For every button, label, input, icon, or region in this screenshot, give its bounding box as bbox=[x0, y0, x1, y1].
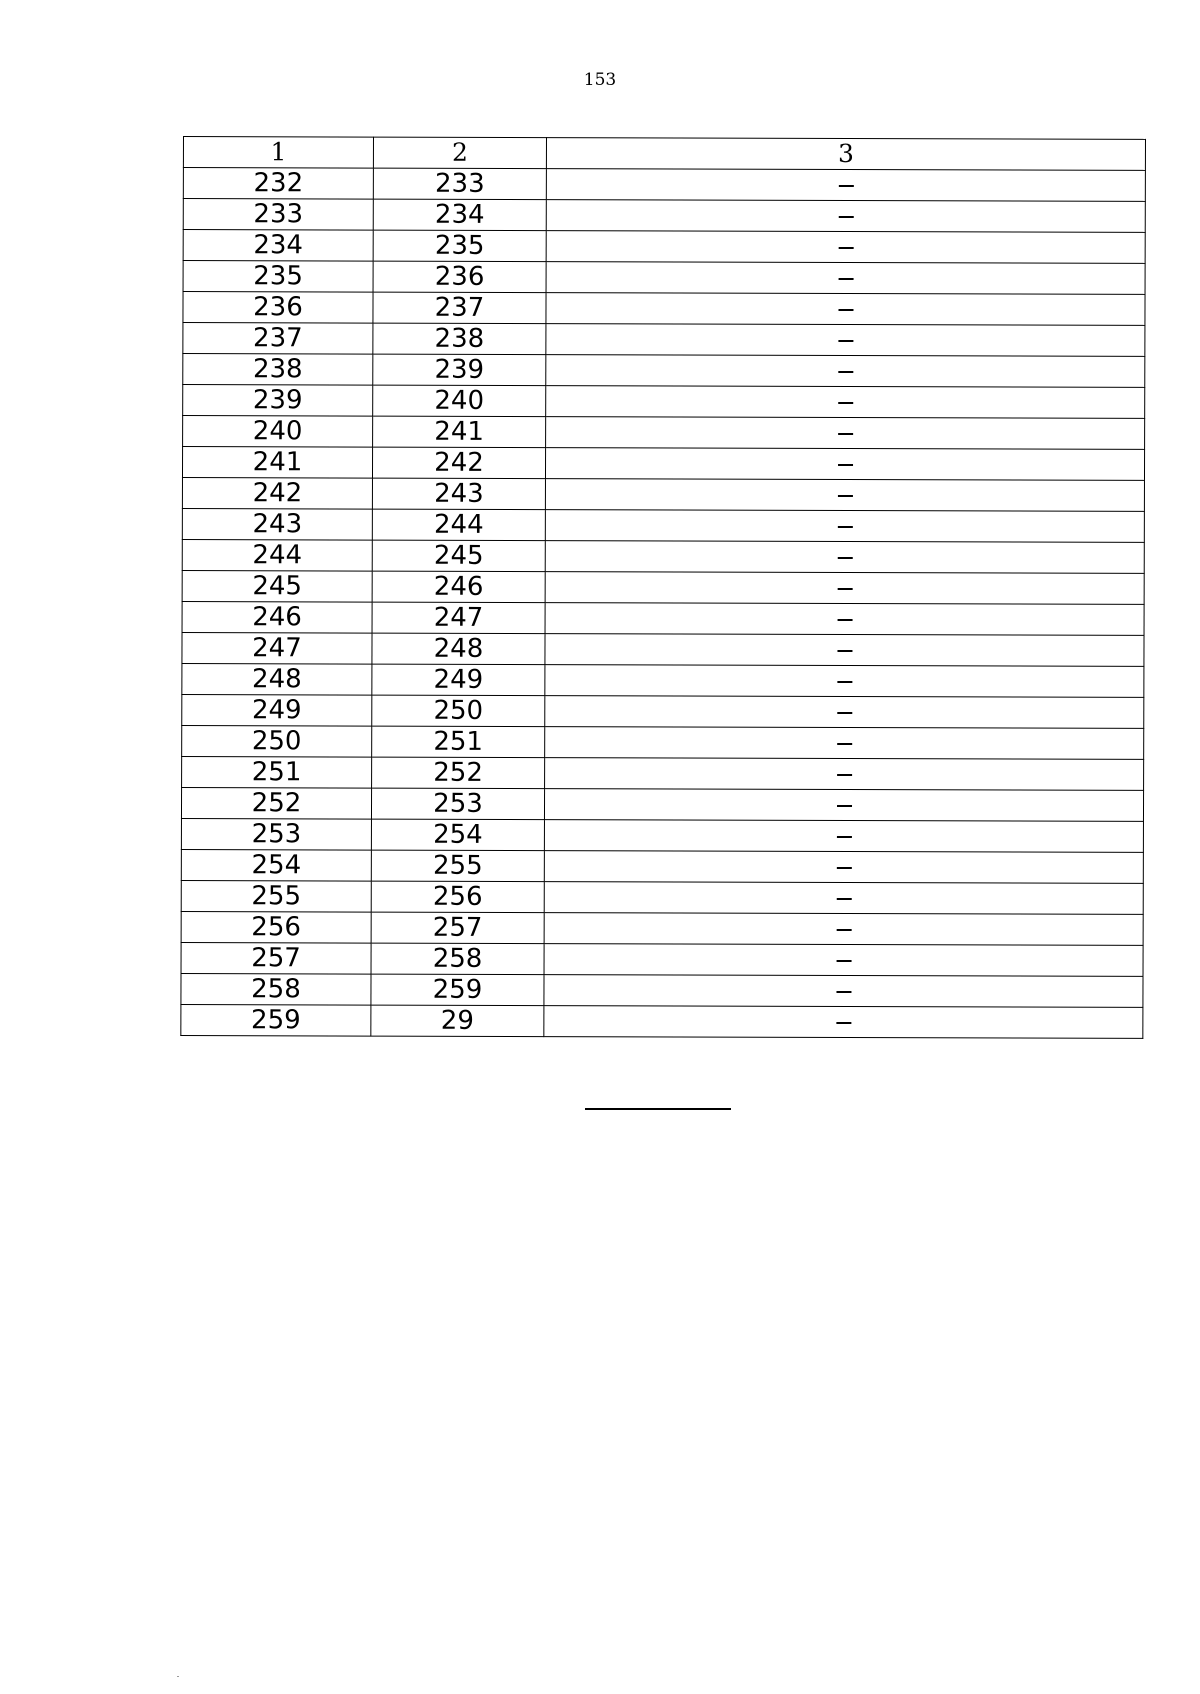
table-cell-col-1: 246 bbox=[182, 601, 372, 633]
table-cell-col-1: 244 bbox=[182, 539, 372, 571]
table-cell-col-1: 235 bbox=[183, 261, 373, 293]
table-cell-col-1: 237 bbox=[183, 323, 373, 355]
table-cell-col-2: 236 bbox=[373, 261, 546, 293]
dash-mark bbox=[837, 556, 852, 558]
table-row bbox=[181, 818, 1143, 852]
table-header-row bbox=[183, 137, 1145, 171]
table-cell-col-1: 256 bbox=[181, 911, 371, 943]
table-row bbox=[183, 199, 1145, 233]
table-cell-col-1: 240 bbox=[183, 416, 373, 448]
table-cell-col-3 bbox=[544, 975, 1143, 1008]
table-cell-col-1: 249 bbox=[182, 694, 372, 726]
table-cell-col-1: 241 bbox=[182, 447, 372, 479]
table-row bbox=[182, 570, 1144, 604]
table-cell-col-2: 247 bbox=[372, 602, 545, 634]
table-row bbox=[182, 632, 1144, 666]
table-row bbox=[183, 385, 1145, 419]
dash-mark bbox=[838, 246, 853, 248]
table-cell-col-3 bbox=[544, 789, 1143, 822]
table-cell-col-1: 255 bbox=[181, 880, 371, 912]
table-cell-col-3 bbox=[546, 324, 1145, 357]
table-cell-col-3 bbox=[545, 603, 1144, 636]
end-rule bbox=[585, 1108, 731, 1110]
table-cell-col-1: 243 bbox=[182, 508, 372, 540]
header-cell-2: 2 bbox=[373, 137, 546, 169]
table-cell-col-2: 248 bbox=[372, 633, 545, 665]
table-cell-col-1: 250 bbox=[182, 725, 372, 757]
table-cell-col-1: 232 bbox=[183, 168, 373, 200]
header-cell-3: 3 bbox=[546, 138, 1145, 171]
table-cell-col-2: 244 bbox=[372, 509, 545, 541]
table-cell-col-2: 235 bbox=[373, 230, 546, 262]
dash-mark bbox=[836, 928, 851, 930]
table-cell-col-2: 254 bbox=[371, 819, 544, 851]
table-row bbox=[181, 911, 1143, 945]
table-cell-col-1: 253 bbox=[181, 818, 371, 850]
table-cell-col-2: 252 bbox=[372, 757, 545, 789]
dash-mark bbox=[838, 184, 853, 186]
table-cell-col-2: 243 bbox=[372, 478, 545, 510]
table-cell-col-2: 239 bbox=[373, 354, 546, 386]
table-cell-col-3 bbox=[545, 758, 1144, 791]
dash-mark bbox=[837, 525, 852, 527]
table-row bbox=[183, 261, 1145, 295]
dash-mark bbox=[836, 835, 851, 837]
table-cell-col-3 bbox=[544, 851, 1143, 884]
dash-mark bbox=[836, 990, 851, 992]
dash-mark bbox=[836, 1021, 851, 1023]
table-cell-col-1: 251 bbox=[182, 756, 372, 788]
table-row bbox=[182, 477, 1144, 511]
table-row bbox=[182, 508, 1144, 542]
table-cell-col-2: 249 bbox=[372, 664, 545, 696]
table-cell-col-3 bbox=[546, 231, 1145, 264]
table-row bbox=[182, 694, 1144, 728]
table-cell-col-3 bbox=[544, 1006, 1143, 1039]
dash-mark bbox=[837, 804, 852, 806]
table-row bbox=[181, 942, 1143, 976]
dash-mark bbox=[837, 618, 852, 620]
table-cell-col-2: 250 bbox=[372, 695, 545, 727]
table-cell-col-3 bbox=[544, 820, 1143, 853]
table-cell-col-2: 242 bbox=[372, 447, 545, 479]
table-cell-col-2: 234 bbox=[373, 199, 546, 231]
dash-mark bbox=[838, 432, 853, 434]
dash-mark bbox=[837, 711, 852, 713]
dash-mark bbox=[838, 339, 853, 341]
page-number: 153 bbox=[583, 70, 617, 90]
table-row bbox=[182, 447, 1144, 481]
dash-mark bbox=[837, 742, 852, 744]
dash-mark bbox=[838, 370, 853, 372]
table-cell-col-2: 233 bbox=[373, 168, 546, 200]
table-row bbox=[181, 787, 1143, 821]
table-cell-col-3 bbox=[545, 510, 1144, 543]
table-cell-col-2: 246 bbox=[372, 571, 545, 603]
table-cell-col-1: 242 bbox=[182, 477, 372, 509]
table-cell-col-2: 245 bbox=[372, 540, 545, 572]
table-cell-col-2: 237 bbox=[373, 292, 546, 324]
table-row bbox=[182, 725, 1144, 759]
dash-mark bbox=[837, 649, 852, 651]
table-cell-col-1: 236 bbox=[183, 292, 373, 324]
data-table bbox=[180, 136, 1146, 1039]
table-cell-col-1: 233 bbox=[183, 199, 373, 231]
table-row bbox=[182, 663, 1144, 697]
table-cell-col-1: 257 bbox=[181, 942, 371, 974]
table-row bbox=[182, 539, 1144, 573]
table-cell-col-3 bbox=[544, 913, 1143, 946]
table-row bbox=[183, 354, 1145, 388]
table-cell-col-3 bbox=[546, 262, 1145, 295]
table-cell-col-2: 259 bbox=[371, 974, 544, 1006]
table-cell-col-3 bbox=[544, 882, 1143, 915]
table-cell-col-3 bbox=[544, 944, 1143, 977]
table-row bbox=[183, 416, 1145, 450]
table-row bbox=[183, 168, 1145, 202]
table-cell-col-3 bbox=[545, 634, 1144, 667]
table-row bbox=[181, 880, 1143, 914]
table-cell-col-2: 258 bbox=[371, 943, 544, 975]
table-cell-col-3 bbox=[546, 169, 1145, 202]
dash-mark bbox=[836, 959, 851, 961]
table-row bbox=[181, 1004, 1143, 1038]
table-cell-col-2: 253 bbox=[371, 788, 544, 820]
table-row bbox=[183, 323, 1145, 357]
table-cell-col-1: 259 bbox=[181, 1004, 371, 1036]
table-cell-col-1: 247 bbox=[182, 632, 372, 664]
dash-mark bbox=[838, 277, 853, 279]
dash-mark bbox=[836, 866, 851, 868]
table-cell-col-3 bbox=[545, 448, 1144, 481]
dash-mark bbox=[837, 494, 852, 496]
table-cell-col-3 bbox=[546, 386, 1145, 419]
table-cell-col-3 bbox=[545, 479, 1144, 512]
table-cell-col-1: 245 bbox=[182, 570, 372, 602]
table-cell-col-3 bbox=[546, 293, 1145, 326]
table-cell-col-3 bbox=[545, 727, 1144, 760]
table-row bbox=[183, 292, 1145, 326]
table-cell-col-3 bbox=[545, 541, 1144, 574]
table-cell-col-1: 234 bbox=[183, 230, 373, 262]
dash-mark bbox=[838, 215, 853, 217]
table-cell-col-3 bbox=[546, 355, 1145, 388]
table-cell-col-1: 238 bbox=[183, 354, 373, 386]
dash-mark bbox=[838, 463, 853, 465]
table-cell-col-2: 255 bbox=[371, 850, 544, 882]
table-cell-col-2: 256 bbox=[371, 881, 544, 913]
table-cell-col-3 bbox=[545, 696, 1144, 729]
table-row bbox=[182, 601, 1144, 635]
table-cell-col-2: 241 bbox=[373, 416, 546, 448]
scan-speck bbox=[177, 1676, 179, 1677]
table-cell-col-1: 239 bbox=[183, 385, 373, 417]
table-cell-col-3 bbox=[545, 572, 1144, 605]
dash-mark bbox=[837, 680, 852, 682]
table-cell-col-3 bbox=[545, 665, 1144, 698]
table-cell-col-2: 257 bbox=[371, 912, 544, 944]
table-cell-col-2: 251 bbox=[372, 726, 545, 758]
dash-mark bbox=[838, 401, 853, 403]
header-cell-1: 1 bbox=[183, 137, 373, 169]
dash-mark bbox=[837, 587, 852, 589]
table-cell-col-1: 248 bbox=[182, 663, 372, 695]
table-cell-col-2: 29 bbox=[371, 1005, 544, 1037]
table-cell-col-1: 252 bbox=[181, 787, 371, 819]
table-cell-col-1: 254 bbox=[181, 849, 371, 881]
table-row bbox=[182, 756, 1144, 790]
dash-mark bbox=[838, 308, 853, 310]
table-row bbox=[181, 849, 1143, 883]
table-row bbox=[181, 973, 1143, 1007]
table-cell-col-2: 238 bbox=[373, 323, 546, 355]
table-row bbox=[183, 230, 1145, 264]
table-cell-col-3 bbox=[546, 200, 1145, 233]
table-cell-col-1: 258 bbox=[181, 973, 371, 1005]
table-body bbox=[181, 137, 1146, 1039]
dash-mark bbox=[837, 773, 852, 775]
table-cell-col-3 bbox=[546, 417, 1145, 450]
table-cell-col-2: 240 bbox=[373, 385, 546, 417]
dash-mark bbox=[836, 897, 851, 899]
